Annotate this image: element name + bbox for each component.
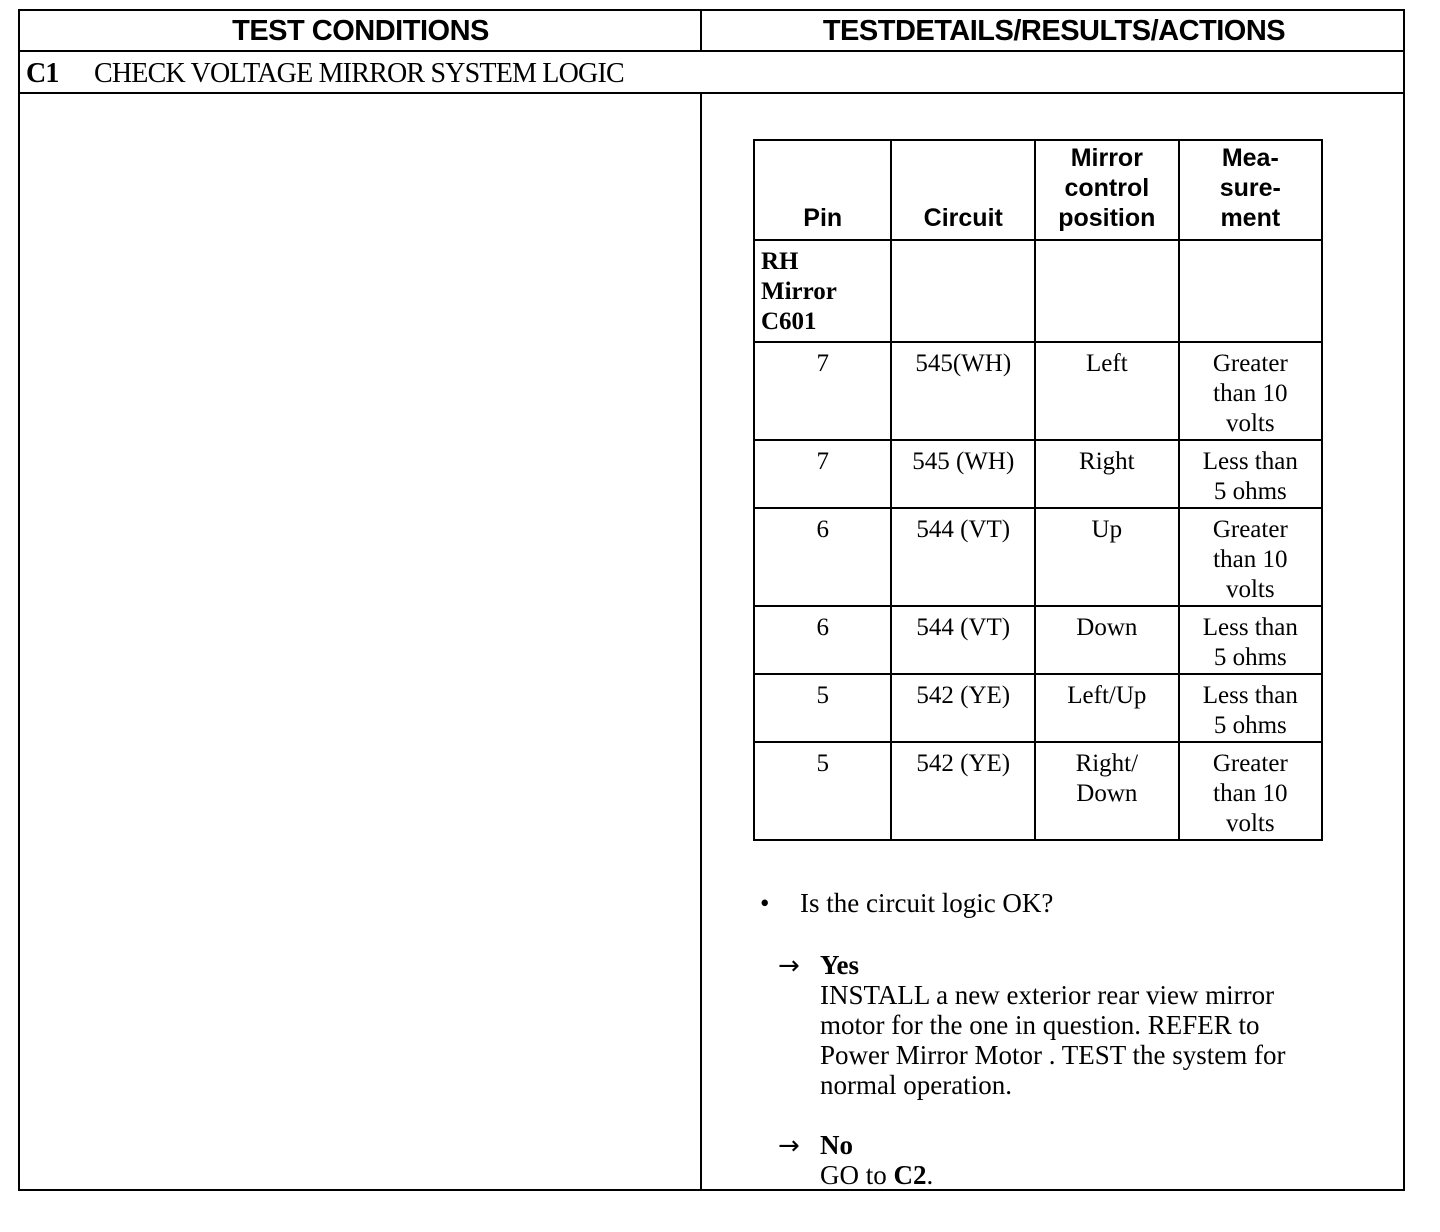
cell-position: Left: [1035, 342, 1179, 440]
arrow-icon: →: [778, 1131, 800, 1161]
cell-measurement: Greater than 10 volts: [1179, 742, 1322, 840]
cell-pin: 6: [754, 606, 891, 674]
table-row: [754, 606, 1322, 674]
cell-pin: 7: [754, 440, 891, 508]
cell-circuit: 544 (VT): [891, 508, 1035, 606]
answer-yes-label: Yes: [820, 950, 859, 980]
body-column-divider: [700, 94, 702, 1189]
answer-no: No GO to C2.: [820, 1130, 1380, 1190]
step-heading: [26, 55, 624, 91]
cell-circuit: 545(WH): [891, 342, 1035, 440]
answer-no-label: No: [820, 1130, 853, 1160]
voltage-check-table: [753, 139, 1323, 841]
col-header-mirror-position: Mirror control position: [1035, 140, 1179, 240]
cell-pin: 6: [754, 508, 891, 606]
section-label-rh-mirror: RH Mirror C601: [754, 240, 891, 342]
header-column-divider: [700, 11, 702, 52]
table-header-row: [754, 140, 1322, 240]
goto-step-link: C2: [893, 1160, 927, 1190]
cell-circuit: 544 (VT): [891, 606, 1035, 674]
step-title: CHECK VOLTAGE MIRROR SYSTEM LOGIC: [94, 58, 624, 89]
cell-pin: 5: [754, 674, 891, 742]
column-header-test-details: TESTDETAILS/RESULTS/ACTIONS: [822, 15, 1286, 47]
question-text: Is the circuit logic OK?: [800, 888, 1054, 918]
col-header-pin: Pin: [754, 140, 891, 240]
table-section-row: [754, 240, 1322, 342]
cell-measurement: Less than 5 ohms: [1179, 674, 1322, 742]
cell-position: Left/Up: [1035, 674, 1179, 742]
cell-measurement: Less than 5 ohms: [1179, 440, 1322, 508]
cell-position: Up: [1035, 508, 1179, 606]
col-header-circuit: Circuit: [891, 140, 1035, 240]
cell-pin: 7: [754, 342, 891, 440]
question-line: [760, 888, 1053, 918]
answer-yes: Yes INSTALL a new exterior rear view mirror motor for the one in question. REFER to Power Mirror Motor . TEST the system for normal operation.: [820, 950, 1380, 1100]
step-divider: [20, 92, 1403, 94]
cell-circuit: 545 (WH): [891, 440, 1035, 508]
col-header-measurement: Mea- sure- ment: [1179, 140, 1322, 240]
table-row: [754, 508, 1322, 606]
cell-pin: 5: [754, 742, 891, 840]
cell-measurement: Less than 5 ohms: [1179, 606, 1322, 674]
table-row: [754, 742, 1322, 840]
cell-position: Right: [1035, 440, 1179, 508]
step-code: C1: [26, 58, 59, 89]
cell-position: Right/ Down: [1035, 742, 1179, 840]
bullet-glyph: •: [760, 888, 770, 918]
cell-position: Down: [1035, 606, 1179, 674]
cell-measurement: Greater than 10 volts: [1179, 508, 1322, 606]
arrow-icon: →: [778, 951, 800, 981]
cell-measurement: Greater than 10 volts: [1179, 342, 1322, 440]
cell-circuit: 542 (YE): [891, 674, 1035, 742]
table-row: [754, 342, 1322, 440]
table-row: [754, 440, 1322, 508]
cell-circuit: 542 (YE): [891, 742, 1035, 840]
header-divider: [20, 50, 1403, 52]
table-row: [754, 674, 1322, 742]
column-header-test-conditions: TEST CONDITIONS: [232, 15, 489, 47]
